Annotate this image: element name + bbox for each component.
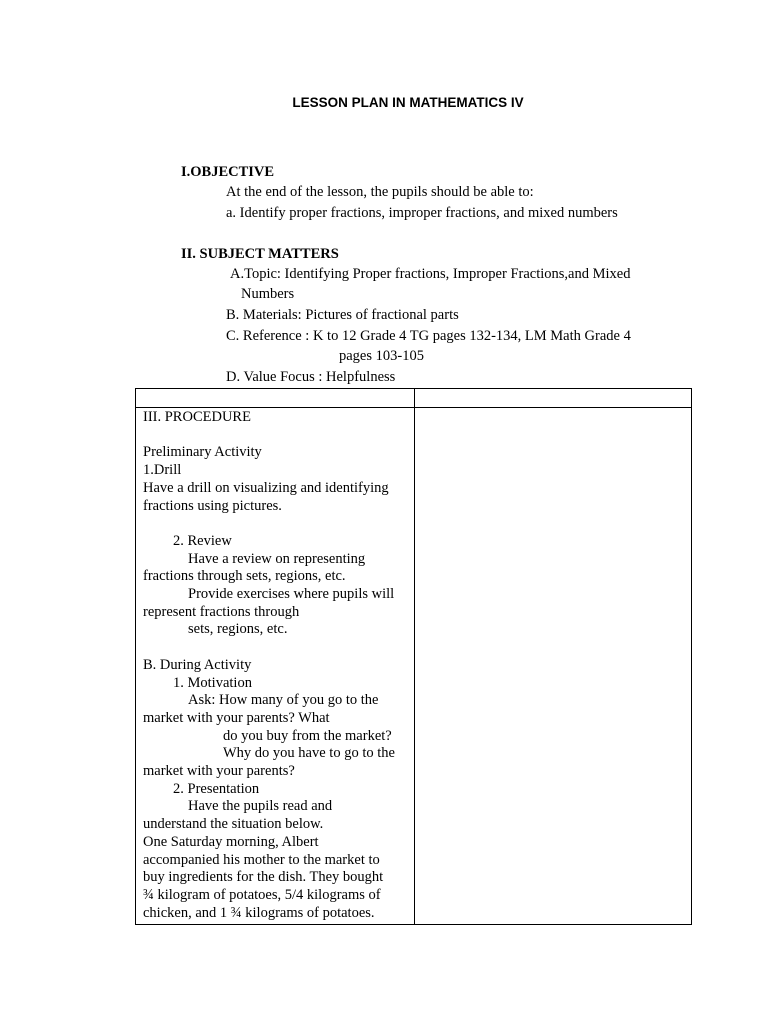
procedure-line: Preliminary Activity (143, 444, 262, 461)
procedure-line: 1. Motivation (173, 674, 252, 691)
procedure-line: 2. Review (173, 532, 232, 549)
procedure-line: Have a drill on visualizing and identifying (143, 479, 389, 496)
procedure-line: 1.Drill (143, 462, 182, 479)
procedure-line: represent fractions through (143, 603, 300, 620)
objective-item: a. Identify proper fractions, improper fractions, and mixed numbers (226, 205, 618, 221)
table-empty-cell-left (136, 389, 415, 408)
table-header-row (136, 389, 692, 408)
procedure-row (136, 408, 692, 925)
procedure-cell (136, 408, 415, 925)
procedure-line: Provide exercises where pupils will (188, 586, 395, 602)
procedure-line: do you buy from the market? (223, 727, 392, 744)
procedure-lines (136, 408, 414, 924)
procedure-line: Have the pupils read and (188, 798, 333, 815)
topic-line-1: A.Topic: Identifying Proper fractions, Improper Fractions,and Mixed (230, 266, 631, 282)
value-focus-line: D. Value Focus : Helpfulness (226, 369, 396, 385)
procedure-line: chicken, and 1 ¾ kilograms of potatoes. (143, 904, 375, 921)
procedure-line: Why do you have to go to the (223, 745, 395, 762)
procedure-line: B. During Activity (143, 656, 252, 673)
materials-line: B. Materials: Pictures of fractional parts (226, 307, 459, 323)
procedure-line: III. PROCEDURE (143, 409, 251, 425)
procedure-line: buy ingredients for the dish. They bought (143, 869, 384, 886)
objective-intro: At the end of the lesson, the pupils should be able to: (226, 184, 534, 200)
procedure-line (143, 427, 408, 445)
objective-heading: I.OBJECTIVE (181, 164, 275, 180)
reference-line-2: pages 103-105 (339, 348, 424, 364)
procedure-line: fractions using pictures. (143, 497, 282, 514)
procedure-line: 2. Presentation (173, 780, 260, 797)
topic-line-2: Numbers (241, 286, 295, 302)
procedure-line: ¾ kilogram of potatoes, 5/4 kilograms of (143, 886, 381, 903)
page-title: LESSON PLAN IN MATHEMATICS IV (292, 95, 524, 110)
procedure-line (143, 639, 408, 657)
table-empty-cell-right (415, 389, 692, 408)
reference-line-1: C. Reference : K to 12 Grade 4 TG pages 132-134, LM Math Grade 4 (226, 328, 631, 344)
procedure-line: market with your parents? (143, 763, 295, 780)
procedure-line: market with your parents? What (143, 709, 330, 726)
procedure-line: Ask: How many of you go to the (188, 692, 379, 709)
procedure-line: One Saturday morning, Albert (143, 833, 319, 850)
procedure-line: understand the situation below. (143, 816, 324, 833)
procedure-empty-cell (415, 408, 692, 925)
procedure-line: sets, regions, etc. (188, 621, 288, 638)
procedure-line (143, 515, 408, 533)
subject-heading: II. SUBJECT MATTERS (181, 246, 339, 262)
procedure-line: accompanied his mother to the market to (143, 851, 380, 868)
procedure-table (135, 388, 692, 925)
procedure-line: Have a review on representing (188, 550, 366, 567)
procedure-line: fractions through sets, regions, etc. (143, 568, 346, 585)
